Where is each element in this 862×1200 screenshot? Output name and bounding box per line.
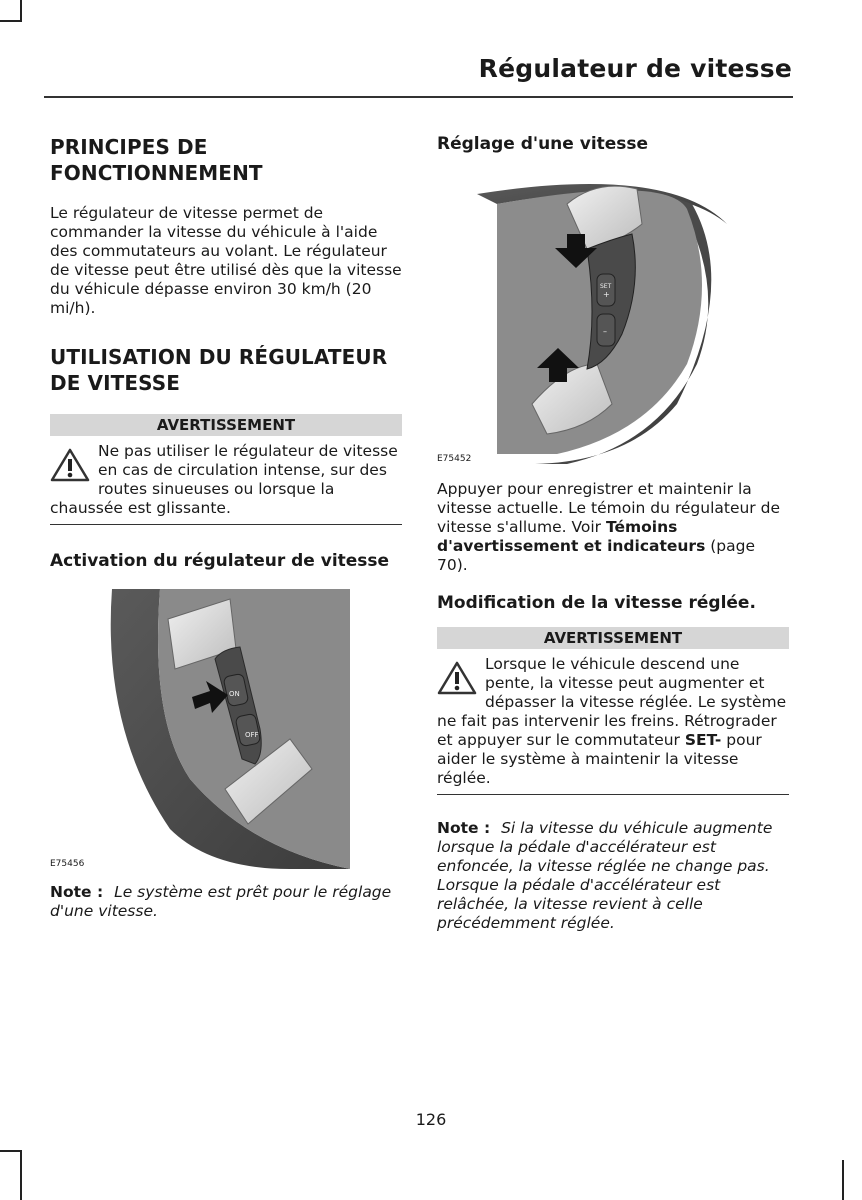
crop-mark-top-left	[20, 0, 22, 22]
figure-code: E75456	[50, 859, 85, 869]
page-title: Régulateur de vitesse	[478, 54, 792, 83]
setting-text: Appuyer pour enregistrer et maintenir la vitesse actuelle. Le témoin du régulateur de vitesse s'allume. Voir	[437, 480, 780, 536]
crop-mark-top-left-h	[0, 20, 22, 22]
crop-mark-bottom-right	[842, 1160, 844, 1200]
page-number: 126	[415, 1110, 447, 1129]
warning-box	[50, 442, 402, 525]
subsection-title-activation: Activation du régulateur de vitesse	[50, 551, 390, 571]
crop-mark-bottom-left-h	[0, 1150, 22, 1152]
subsection-title-setting: Réglage d'une vitesse	[437, 134, 649, 154]
warning-text: Ne pas utiliser le régulateur de vitesse en cas de circulation intense, sur des routes sinueuses ou lorsque la chaussée est glissante.	[50, 442, 398, 517]
plus-label: +	[603, 290, 610, 299]
right-column	[437, 128, 789, 951]
setting-paragraph	[437, 480, 789, 575]
page-ref: (page 70).	[437, 537, 755, 574]
warning-text-a: Lorsque le véhicule descend une pente, la vitesse peut augmenter et dépasser la vitesse réglée. Le système ne fait pas intervenir les freins. Rétrograder et appuyer sur le commutateur	[437, 655, 787, 749]
warning-header: AVERTISSEMENT	[50, 414, 402, 436]
steering-wheel-set-illustration	[437, 164, 789, 464]
steering-wheel-figure-on	[50, 579, 402, 869]
warning-box	[437, 655, 789, 795]
section-title-principles: PRINCIPES DE FONCTIONNEMENT	[50, 135, 263, 185]
set-label: SET	[600, 283, 612, 290]
note-label: Note :	[50, 883, 104, 901]
note-label: Note :	[437, 819, 491, 837]
crop-mark-bottom-left	[20, 1150, 22, 1200]
title-rule	[44, 96, 793, 98]
left-column	[50, 128, 402, 939]
note-speed	[437, 819, 789, 933]
note-ready	[50, 883, 402, 921]
warning-header: AVERTISSEMENT	[437, 627, 789, 649]
warning-triangle-icon	[50, 448, 90, 482]
steering-wheel-figure-set	[437, 164, 789, 464]
principles-paragraph: Le régulateur de vitesse permet de commander la vitesse du véhicule à l'aide des commutateurs au volant. Le régulateur de vitesse peut être utilisé dès que la vitesse du véhicule dépasse environ 30 km/h (20 mi/h).	[50, 204, 402, 317]
warning-set-minus: SET-	[684, 731, 722, 749]
minus-label: –	[603, 327, 607, 336]
subsection-title-modification: Modification de la vitesse réglée.	[437, 593, 756, 613]
figure-code: E75452	[437, 454, 472, 464]
note-text: Si la vitesse du véhicule augmente lorsque la pédale d'accélérateur est enfoncée, la vitesse réglée ne change pas. Lorsque la pédale d'accélérateur est relâchée, la vitesse revient à celle précédemment réglée.	[437, 819, 773, 932]
section-title-usage: UTILISATION DU RÉGULATEUR DE VITESSE	[50, 345, 388, 395]
on-label: ON	[229, 690, 240, 698]
warning-lamps-link[interactable]: Témoins d'avertissement et indicateurs	[437, 518, 706, 555]
off-label: OFF	[245, 731, 259, 739]
warning-text-b: pour aider le système à maintenir la vitesse réglée.	[437, 731, 762, 787]
note-text: Le système est prêt pour le réglage d'une vitesse.	[50, 883, 392, 920]
warning-triangle-icon	[437, 661, 477, 695]
steering-wheel-on-illustration	[50, 579, 402, 869]
